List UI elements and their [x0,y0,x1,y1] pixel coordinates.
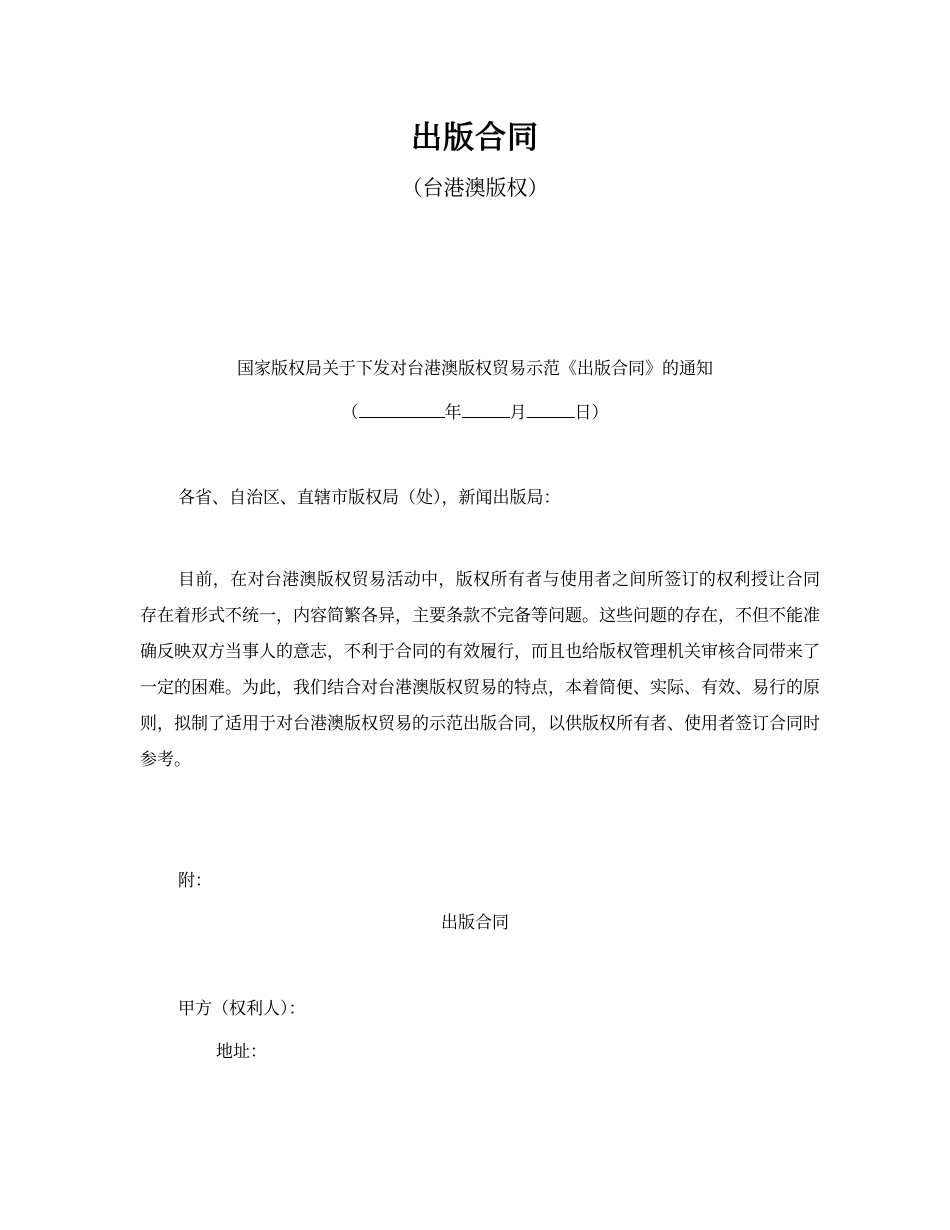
body-paragraph: 目前，在对台港澳版权贸易活动中，版权所有者与使用者之间所签订的权利授让合同存在着形式不统一，内容简繁各异，主要条款不完备等问题。这些问题的存在，不但不能准确反映双方当事人的意志，不利于合同的有效履行，而且也给版权管理机关审核合同带来了一定的困难。为此，我们结合对台港澳版权贸易的特点，本着简便、实际、有效、易行的原则，拟制了适用于对台港澳版权贸易的示范出版合同，以供版权所有者、使用者签订合同时参考。 [140,570,820,770]
date-open-paren: （ [341,403,359,423]
date-line [0,398,950,423]
year-label: 年 [444,403,462,423]
day-blank [527,401,575,418]
year-blank [359,401,445,418]
notice-title: 国家版权局关于下发对台港澳版权贸易示范《出版合同》的通知 [237,359,713,379]
day-label: 日 [574,403,592,423]
month-blank [462,401,510,418]
document-subtitle: （台港澳版权） [401,176,549,200]
attachment-label: 附： [178,871,212,891]
date-close-paren: ） [591,403,609,423]
address-label: 地址： [216,1042,267,1062]
attachment-title: 出版合同 [441,913,509,933]
party-a-label: 甲方（权利人）： [178,999,306,1019]
document-title: 出版合同 [411,120,539,156]
month-label: 月 [509,403,527,423]
salutation: 各省、自治区、直辖市版权局（处），新闻出版局： [178,488,561,508]
